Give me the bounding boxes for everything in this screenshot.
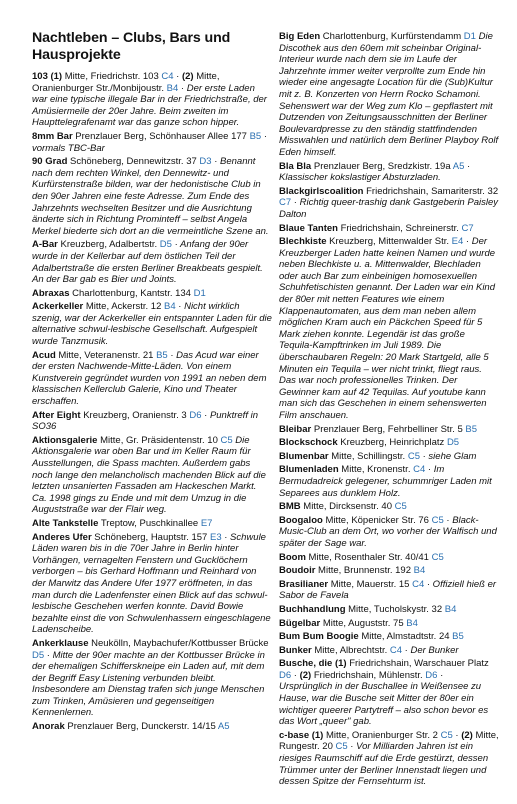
map-grid-ref: D5 (32, 649, 45, 661)
map-grid-ref: D5 (446, 437, 460, 449)
map-grid-ref: C4 (413, 464, 426, 476)
separator: · (452, 729, 462, 741)
venue-name: Bum Bum Boogie (279, 631, 359, 643)
venue-name: Bla Bla (279, 160, 312, 172)
venue-name: Acud (32, 349, 56, 361)
list-item (32, 239, 272, 285)
list-item (279, 645, 499, 657)
map-grid-ref: D3 (199, 156, 212, 168)
map-grid-ref: D1 (463, 31, 476, 42)
map-grid-ref: B5 (156, 349, 168, 361)
venue-address: Charlottenburg, Kurfürstendamm (320, 31, 464, 42)
venue-address: Prenzlauer Berg, Fehrbelliner Str. 5 (311, 423, 466, 435)
venue-name: Ackerkeller (32, 301, 84, 313)
map-grid-ref: D6 (189, 409, 202, 421)
list-item (32, 721, 272, 733)
map-grid-ref: C5 (220, 434, 233, 446)
venue-name: 103 (1) (32, 71, 63, 82)
right-column (279, 31, 499, 790)
venue-description: Die Discothek aus den 60em mit scheinbar Original-Interieur wurde nach dem sie im Laufe der Jahrzehnte immer weiter verprollte zum Ende hin wieder eine angesagte Location für die (Sub)Kultur mit z. B. Konzerten von Herrn Rocko Schamoni. Sehenswert war der Weg zum Klo – gepflastert mit Dutzenden von Zeitungsausschnitten der Berliner Boulevardpresse zu den ständig stattfindenden Misswahlen und natürlich dem Berliner Playboy Rolf Eden himself. (279, 31, 499, 158)
venue-address: Prenzlauer Berg, Schönhauser Allee 177 (72, 130, 250, 142)
list-item (32, 71, 272, 129)
venue-name: Blackgirlscoalition (279, 185, 364, 197)
list-item (32, 518, 272, 530)
venue-name: After Eight (32, 409, 81, 421)
venue-description: · Offiziell hieß er Sabor de Favela (279, 578, 497, 602)
map-grid-ref: C7 (279, 197, 292, 209)
map-grid-ref: B5 (465, 423, 478, 435)
venue-description: · Mitte der 90er machte an der Kottbusser Brücke in der ehemaligen Schifferskneipe ein Laden auf, mit dem der Begriff Easy Listening verbunden bleibt. Insbesondere am Dienstag trafen sich junge Menschen zum Trinken, Amüsieren und gegenseitigen Kennenlernen. (32, 649, 265, 719)
venue-description: · vormals TBC-Bar (32, 130, 268, 154)
venue-address: Charlottenburg, Kantstr. 134 (69, 287, 194, 299)
list-item (279, 186, 499, 221)
venue-description: Die Aktionsgalerie war oben Bar und im Keller Raum für Ausstellungen, die Spass machten. Außerdem gabs noch lange den melancholisch machenden Blick auf die letzten unsanierten Fassaden am Hackeschen Markt. Ca. 1998 gings zu Ende und mit dem Umzug in die Auguststraße war der Flair weg. (32, 434, 266, 516)
map-grid-ref: A5 (452, 160, 465, 172)
map-grid-ref: C5 (407, 450, 420, 462)
venue-address: Mitte, Albrechtstr. (311, 644, 390, 656)
map-grid-ref: C7 (461, 222, 474, 234)
venue-description: · Klassischer kokslastiger Absturzladen. (279, 160, 471, 184)
map-grid-ref: B4 (444, 603, 457, 615)
venue-description: · Ursprünglich in der Buschallee in Weißensee zu Hause, war die Busche seit Mitter der 80er ein wichtiger queerer Partytreff – also schon bevor es das Wort „queer" gab. (279, 669, 489, 728)
venue-description: · Der Bunker (402, 644, 459, 656)
venue-description: · Vor Milliarden Jahren ist ein riesiges Raumschiff auf die Erde gestürzt, dessen Trümmer unter der Berliner Innenstadt liegen und dessen Spitze der Fernsehturm ist. (279, 741, 489, 788)
list-item (279, 658, 499, 728)
venue-address: Kreuzberg, Adalbertstr. (57, 239, 160, 251)
map-grid-ref: B4 (413, 565, 426, 577)
venue-name: Bunker (279, 644, 312, 656)
venue-name: Busche, die (1) (279, 658, 347, 670)
venue-name: Blumenladen (279, 464, 339, 476)
map-grid-ref: C4 (389, 644, 403, 656)
left-column (32, 30, 272, 735)
list-item (32, 301, 272, 347)
venue-name: Bleibar (279, 423, 312, 435)
map-grid-ref: B5 (452, 631, 464, 643)
venue-name: Blaue Tanten (279, 222, 338, 234)
venue-name: BMB (279, 501, 301, 513)
venue-name: Bügelbar (279, 617, 321, 629)
title-line-1: Nachtleben – Clubs, Bars und (32, 30, 231, 46)
venue-name: Ankerklause (32, 637, 89, 649)
list-item (32, 288, 272, 300)
venue-address: Mitte, Ackerstr. 12 (83, 301, 165, 313)
list-item (279, 223, 499, 235)
venue-address-secondary: Mitte, Oranienburger Str./Monbijoustr. (32, 71, 220, 94)
list-item (279, 730, 499, 788)
venue-name: Blockschock (279, 437, 338, 449)
venue-description: · Richtig queer-trashig dank Gastgeberin Paisley Dalton (279, 197, 498, 220)
venue-name: Big Eden (279, 31, 321, 42)
list-item (279, 161, 499, 184)
venue-name: Boom (279, 551, 306, 563)
venue-address: Treptow, Puschkinallee (98, 517, 201, 529)
list-item (279, 579, 499, 602)
venue-name: 8mm Bar (32, 130, 73, 142)
venue-address: Schöneberg, Hauptstr. 157 (91, 531, 210, 543)
venue-description: · Schwule Läden waren bis in die 70er Jahre in Berlin hinter Vorhängen, vernagelten Fenstern und Gucklöchern verborgen – bis Gerhard Hoffmann und Reinhard von der Marwitz das Andere Ufer 1977 eröffneten, in das man durch die Ladenfenster einen Blick auf das schwul-lesbische Geschehen werfen konnte. David Bowie bezahlte einst die von Schwulenhassern eingeschlagene Ladenscheibe. (32, 531, 271, 636)
venue-name: Buchhandlung (279, 603, 346, 615)
left-entry-list (32, 71, 272, 733)
venue-description: · Im Bermudadreick gelegener, schummriger Laden mit Separees aus dunklem Holz. (279, 464, 492, 499)
list-item (279, 604, 499, 616)
map-grid-ref: E3 (209, 531, 222, 543)
list-item (279, 236, 499, 422)
list-item (32, 435, 272, 516)
list-item (279, 501, 499, 513)
venue-name: Alte Tankstelle (32, 517, 99, 529)
venue-description: · Punktreff in SO36 (32, 409, 258, 433)
venue-name: Abraxas (32, 287, 70, 299)
venue-address: Mitte, Kronenstr. (338, 464, 414, 476)
venue-address: Mitte, Schillingstr. (328, 450, 408, 462)
venue-name-secondary: (2) (181, 71, 194, 82)
map-grid-ref: C5 (431, 514, 444, 526)
venue-name-secondary: (2) (299, 669, 312, 681)
map-grid-ref-secondary: C5 (335, 741, 348, 753)
venue-address: Friedrichshain, Warschauer Platz (346, 658, 489, 670)
venue-name: 90 Grad (32, 156, 68, 168)
list-item (279, 424, 499, 436)
venue-address: Schöneberg, Dennewitzstr. 37 (67, 156, 200, 168)
venue-name: Brasilianer (279, 578, 329, 590)
venue-address: Friedrichshain, Schreinerstr. (337, 222, 462, 234)
venue-description: · Nicht wirklich szenig, war der Ackerkeller ein entspannter Laden für die alternative schwul-lesbische Gesellschaft. Aufgespielt wurde Tanzmusik. (32, 301, 272, 348)
venue-name: Aktionsgalerie (32, 434, 98, 446)
list-item (279, 451, 499, 463)
separator: · (291, 669, 300, 681)
map-grid-ref: D5 (159, 239, 172, 251)
right-entry-list (279, 31, 499, 788)
map-grid-ref: D6 (279, 669, 292, 681)
venue-name-secondary: (2) (461, 729, 473, 741)
map-grid-ref: C5 (431, 551, 444, 563)
venue-address: Prenzlauer Berg, Sredzkistr. 19a (311, 160, 453, 172)
venue-address: Mitte, Tucholskystr. 32 (345, 603, 445, 615)
map-grid-ref: D1 (193, 287, 206, 299)
venue-address: Mitte, Köpenicker Str. 76 (322, 514, 432, 526)
list-item (32, 131, 272, 154)
list-item (279, 464, 499, 499)
venue-address: Mitte, Dircksenstr. 40 (300, 501, 395, 513)
map-grid-ref: C5 (394, 501, 407, 513)
venue-address: Neukölln, Maybachufer/Kottbusser Brücke (88, 637, 269, 649)
map-grid-ref: E7 (200, 517, 213, 529)
venue-address: Kreuzberg, Mittenwalder Str. (326, 236, 452, 248)
title-line-2: Hausprojekte (32, 47, 121, 63)
venue-address: Mitte, Oranienburger Str. 2 (323, 729, 441, 741)
map-grid-ref-secondary: B4 (166, 82, 179, 94)
venue-name: Boogaloo (279, 514, 323, 526)
venue-name: Anderes Ufer (32, 531, 92, 543)
list-item (279, 631, 499, 643)
venue-name: Anorak (32, 721, 65, 733)
list-item (32, 532, 272, 636)
venue-name: A-Bar (32, 239, 58, 251)
venue-address: Mitte, Almstadtstr. 24 (358, 631, 453, 643)
list-item (279, 437, 499, 449)
venue-address: Kreuzberg, Oranienstr. 3 (80, 409, 190, 421)
venue-name: Boudoir (279, 565, 316, 577)
separator: · (173, 71, 182, 82)
venue-description: · Das Acud war einer der ersten Nachwende-Mitte-Läden. Von einem Kunstverein gegründet wurden von 1991 an neben dem klassischen Kellerclub Galerie, Kino und Theater erschaffen. (32, 349, 267, 408)
venue-description: · Anfang der 90er wurde in der Kellerbar auf dem östlichen Teil der Adalbertstraße die ersten Berliner Breakbeats gespielt. An der Bar gab es Bier und Joints. (32, 239, 263, 286)
venue-description: · Der erste Laden war eine typische illegale Bar in der Friedrichstraße, der Amüsiermeile der 20er Jahre. Beim zweiten im Haupttelegrafenamt war das ganze schon hipper. (32, 82, 267, 129)
map-grid-ref: B4 (164, 301, 176, 313)
venue-address: Mitte, Brunnenstr. 192 (315, 565, 414, 577)
venue-name: Blechkiste (279, 236, 327, 248)
list-item (32, 410, 272, 433)
map-grid-ref-secondary: D6 (425, 669, 438, 681)
venue-description: · siehe Glam (419, 450, 477, 462)
page-title (32, 30, 272, 64)
map-grid-ref: E4 (451, 236, 464, 248)
map-grid-ref: C5 (440, 729, 453, 741)
venue-address: Mitte, Friedrichstr. 103 (62, 71, 162, 82)
venue-description: · Der Kreuzberger Laden hatte keinen Namen und wurde neben Blechkiste u. a. Mittenwalder, Blechladen oder auch Bar zum einbeinigen homosexuellen Schuhfetischisten genannt. Der Laden war ein Kind der 80er mit netten Features wie einem Klappenautomaten, aus dem man neben allem möglichen Kram auch ein Päckchen Speed für 5 Mark ziehen konnte. Legendär ist das große Tequila-Kampftrinken im Juli 1989. Die überschaubaren Regeln: 20 Mark Startgeld, alle 5 Minuten ein Tequila – wer nicht trinkt, fliegt raus. Das war noch professionelles Trinken. Der Gewinner kam auf 42 Tequilas. Auf youtube kann man sich das Geschehen in einem sehenswerten Film anschauen. (279, 236, 496, 421)
venue-address: Mitte, Rosenthaler Str. 40/41 (305, 551, 432, 563)
list-item (279, 552, 499, 564)
list-item (279, 31, 499, 159)
map-grid-ref: B5 (249, 130, 262, 142)
venue-address-secondary: Mitte, Rungestr. 20 (279, 729, 499, 753)
venue-description: · Black-Music-Club an dem Ort, wo vorher der Walfisch und später der Sage war. (279, 514, 497, 549)
venue-description: · Benannt nach dem rechten Winkel, den Dennewitz- und Kurfürstenstraße bilden, war der hedonistische Club in den 90er Jahren eine feste Adresse. Zum Ende des Jahrzehnts wechselten Besitzer und die Ausrichtung änderte sich in Richtung Prominteff – selbst Angela Merkel biederte sich dort an die vermeintliche Szene an. (32, 156, 269, 237)
map-grid-ref: B4 (406, 617, 418, 629)
venue-address: Kreuzberg, Heinrichplatz (337, 437, 447, 449)
venue-address: Prenzlauer Berg, Dunckerstr. 14/15 (64, 721, 218, 733)
map-grid-ref: C4 (412, 578, 425, 590)
list-item (32, 638, 272, 719)
map-grid-ref: A5 (217, 721, 230, 733)
venue-address: Mitte, Veteranenstr. 21 (55, 349, 157, 361)
venue-address: Mitte, Gr. Präsidentenstr. 10 (97, 434, 221, 446)
list-item (279, 618, 499, 630)
list-item (32, 156, 272, 237)
venue-address: Friedrichshain, Samariterstr. 32 (363, 185, 499, 197)
list-item (279, 565, 499, 577)
venue-address: Mitte, Mauerstr. 15 (328, 578, 413, 590)
venue-address-secondary: Friedrichshain, Mühlenstr. (311, 669, 426, 681)
list-item (32, 350, 272, 408)
venue-name: Blumenbar (279, 450, 329, 462)
map-grid-ref: C4 (161, 71, 174, 82)
venue-name: c-base (1) (279, 729, 324, 741)
venue-address: Mitte, Auguststr. 75 (320, 617, 407, 629)
list-item (279, 515, 499, 550)
